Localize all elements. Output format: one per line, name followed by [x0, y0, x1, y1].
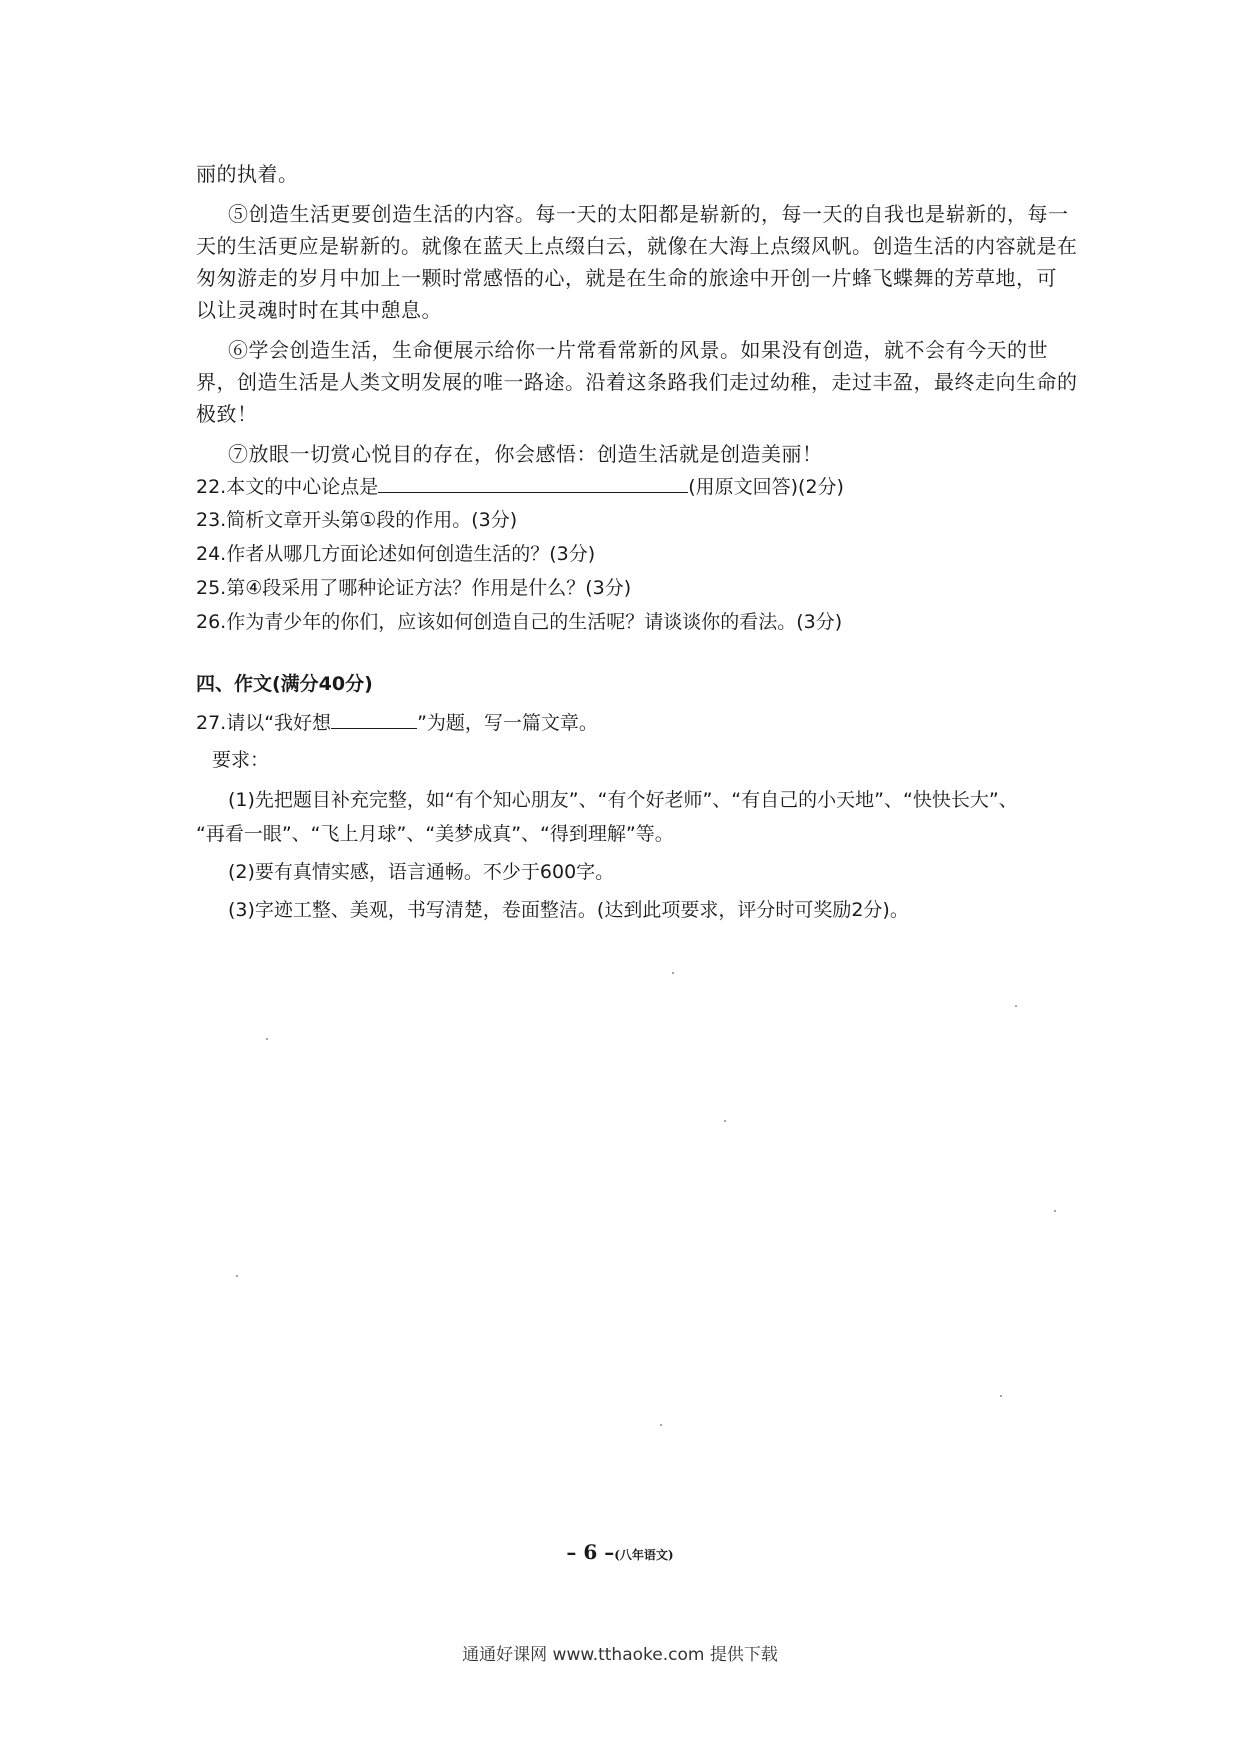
answer-blank — [378, 472, 688, 493]
requirement-3: (3)字迹工整、美观，书写清楚，卷面整洁。(达到此项要求，评分时可奖励2分)。 — [228, 899, 909, 921]
paragraph-6-line: 界，创造生活是人类文明发展的唯一路途。沿着这条路我们走过幼稚，走过丰盈，最终走向生命的 — [196, 370, 1078, 394]
page-tag: (八年语文) — [614, 1548, 674, 1562]
paragraph-7-line: ⑦放眼一切赏心悦目的存在，你会感悟：创造生活就是创造美丽！ — [228, 442, 823, 466]
requirements-label: 要求： — [212, 749, 270, 771]
question-27-prefix: 27.请以“我好想 — [196, 712, 332, 734]
requirement-1-line: (1)先把题目补充完整，如“有个知心朋友”、“有个好老师”、“有自己的小天地”、“快快长大”、 — [228, 789, 1018, 811]
scan-speck — [660, 1424, 662, 1426]
page-number — [0, 1540, 1240, 1564]
question-26: 26.作为青少年的你们，应该如何创造自己的生活呢？请谈谈你的看法。(3分) — [196, 611, 843, 633]
paragraph-5-line: ⑤创造生活更要创造生活的内容。每一天的太阳都是崭新的，每一天的自我也是崭新的，每一 — [228, 202, 1069, 226]
question-22-suffix: (用原文回答)(2分) — [688, 476, 844, 498]
question-27 — [196, 708, 1026, 737]
scan-speck — [1015, 1005, 1017, 1007]
scan-speck — [1000, 1395, 1002, 1397]
download-credit: 通通好课网 www.tthaoke.com 提供下载 — [462, 1645, 778, 1665]
page-number-text: – 6 – — [566, 1540, 615, 1564]
scan-speck — [236, 1275, 238, 1277]
paragraph-5-line: 匆匆游走的岁月中加上一颗时常感悟的心，就是在生命的旅途中开创一片蜂飞蝶舞的芳草地，可 — [196, 266, 1057, 290]
paragraph-6-line: ⑥学会创造生活，生命便展示给你一片常看常新的风景。如果没有创造，就不会有今天的世 — [228, 338, 1048, 362]
requirement-2: (2)要有真情实感，语言通畅。不少于600字。 — [228, 861, 615, 883]
question-25: 25.第④段采用了哪种论证方法？作用是什么？(3分) — [196, 577, 632, 599]
title-blank — [331, 708, 417, 729]
question-23: 23.简析文章开头第①段的作用。(3分) — [196, 509, 518, 531]
passage-line: 丽的执着。 — [196, 162, 299, 186]
question-22-prefix: 22.本文的中心论点是 — [196, 476, 379, 498]
scan-speck — [266, 1038, 268, 1040]
paragraph-5-line: 天的生活更应是崭新的。就像在蓝天上点缀白云，就像在大海上点缀风帆。创造生活的内容就是在 — [196, 234, 1078, 258]
requirement-1-line: “再看一眼”、“飞上月球”、“美梦成真”、“得到理解”等。 — [196, 823, 674, 845]
scan-speck — [672, 972, 674, 974]
scan-speck — [1054, 1210, 1056, 1212]
paragraph-6-line: 极致！ — [196, 402, 258, 426]
section-heading: 四、作文(满分40分) — [196, 673, 373, 695]
question-22 — [196, 472, 1026, 501]
scan-speck — [724, 1120, 726, 1122]
paragraph-5-line: 以让灵魂时时在其中憩息。 — [196, 298, 442, 322]
question-27-suffix: ”为题，写一篇文章。 — [417, 712, 598, 734]
question-24: 24.作者从哪几方面论述如何创造生活的？(3分) — [196, 543, 596, 565]
